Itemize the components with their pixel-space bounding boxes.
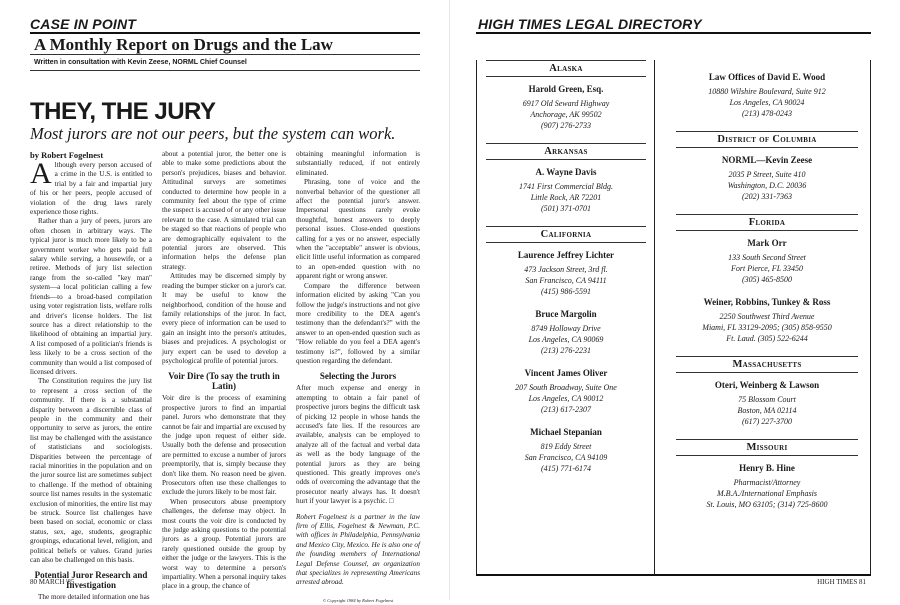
entry-name: Henry B. Hine: [739, 463, 795, 473]
entry-address-line: San Francisco, CA 94109: [524, 453, 608, 462]
entry-address-line: 2035 P Street, Suite 410: [728, 170, 806, 179]
paragraph: Compare the difference between information elicited by asking "Can you follow the judge's instructions and not give more credibility to the DEA agent's testimony than the defendant's?" with the answer to an open-ended question such as "How reliable do you feel a DEA agent's testimony is?", followed by a similar question regarding the defendant.: [296, 281, 420, 365]
page-folio: HIGH TIMES 81: [817, 578, 866, 586]
left-page: [0, 0, 450, 603]
paragraph: about a potential juror, the better one is able to make some predictions about the person's prejudices, biases and behavior. Attitudinal surveys are sometimes conducted to determine how people in a community feel about the type of crime the suspect is accused of or any other issue relevant to the case. A simulated trial can be staged so that reactions of people who are demographically equivalent to the potential jurors are observed. This information helps the defense plan strategy.: [162, 150, 286, 271]
state-heading-florida: Florida: [676, 214, 858, 231]
entry-name: NORML—Kevin Zeese: [721, 155, 813, 165]
article-column-2: [162, 150, 286, 592]
page-folio: 80 MARCH '85: [30, 578, 75, 586]
entry-name: A. Wayne Davis: [535, 167, 597, 177]
entry-address-line: Fort Pierce, FL 33450: [731, 264, 803, 273]
entry-address-line: (213) 617-2307: [541, 405, 591, 414]
entry-address-line: (415) 771-6174: [541, 464, 591, 473]
paragraph: After much expense and energy in attempting to obtain a fair panel of prospective jurors begins the difficult task of picking 12 people in whose hands the accused's fate lies. If the resources are available, analysts can be employed to analyze all of the factual and verbal data as well as the body language of the potential jurors as they are being questioned. This greatly improves one's odds of overcoming the advantage that the prosecutor nearly always has. It doesn't hurt if your lawyer is a psychic. □: [296, 384, 420, 506]
entry-address-line: Washington, D.C. 20036: [727, 181, 807, 190]
directory-entry: [676, 297, 858, 344]
directory-entry: [486, 368, 646, 415]
article-deck: Most jurors are not our peers, but the system can work.: [30, 124, 396, 143]
directory-column-right: [676, 72, 858, 522]
entry-name: Law Offices of David E. Wood: [708, 72, 826, 82]
byline: by Robert Fogelnest: [30, 150, 104, 160]
entry-name: Vincent James Oliver: [524, 368, 608, 378]
article-column-1: [30, 150, 152, 603]
entry-address-line: 2250 Southwest Third Avenue: [719, 312, 815, 321]
subheading: Selecting the Jurors: [319, 371, 397, 382]
entry-address-line: 75 Blossom Court: [738, 395, 796, 404]
state-heading-massachusetts: Massachusetts: [676, 356, 858, 373]
paragraph: The Constitution requires the jury list to represent a cross section of the community. If there is a substantial disparity between a discernible class of people in the community and their opportunity to serve as jurors, the entire list may be challenged with the assistance of statisticians and sociologists. Disparities between the percentage of racial minorities in the population and on the juror source list are sometimes subject to challenge. If the method of obtaining source list names results in the systematic exclusion of minorities, the entire list may be struck. Source list challenges have been based on social, economic or class status, sex, age, students, geographic groupings, educational level, religion, and political beliefs or values. Grand juries can also be challenged on this basis.: [30, 377, 152, 565]
entry-address-line: 1741 First Commercial Bldg.: [519, 182, 613, 191]
entry-address-line: (501) 371-0701: [541, 204, 591, 213]
directory-entry: [676, 463, 858, 510]
drop-cap: A: [30, 157, 52, 190]
directory-entry: [486, 309, 646, 356]
copyright-notice: © Copyright 1984 by Robert Fogelnest: [322, 597, 394, 603]
entry-address-line: (617) 227-3700: [742, 417, 792, 426]
entry-name: Laurence Jeffrey Lichter: [517, 250, 615, 260]
entry-address-line: Anchorage, AK 99502: [530, 110, 602, 119]
entry-name: Bruce Margolin: [535, 309, 597, 319]
paragraph: obtaining meaningful information is substantially reduced, if not entirely eliminated.: [296, 150, 420, 177]
directory-entry: [676, 155, 858, 202]
state-heading-california: California: [486, 226, 646, 243]
report-subtitle: Written in consultation with Kevin Zeese, NORML Chief Counsel: [34, 59, 247, 66]
entry-address-line: (213) 276-2231: [541, 346, 591, 355]
paragraph: Phrasing, tone of voice and the nonverbal behavior of the questioner all affect the potential juror's answer. Impersonal questions rarely evoke thoughtful, honest answers to deeply personal issues. Close-ended questions calling for a yes or no answer, especially when the "acceptable" answer is obvious, elicit little useful information as compared to an open-ended question with no apparent right or wrong answer.: [296, 178, 420, 281]
entry-address-line: 819 Eddy Street: [540, 442, 592, 451]
section-rule: [30, 32, 420, 34]
entry-address-line: 473 Jackson Street, 3rd fl.: [524, 265, 608, 274]
entry-address-line: (415) 986-5591: [541, 287, 591, 296]
entry-address-line: 133 South Second Street: [728, 253, 806, 262]
directory-entry: [676, 72, 858, 119]
paragraph: When prosecutors abuse preemptory challenges, the defense may object. In most courts the voir dire is conducted by the judge asking questions to the potential jurors as a group. Potential jurors are rarely questioned outside the group by either the judge or the lawyers. This is the worst way to determine a person's impartiality. When a personal inquiry takes place in a group, the chance of: [162, 497, 286, 591]
state-heading-missouri: Missouri: [676, 439, 858, 456]
directory-entry: [486, 250, 646, 297]
entry-name: Michael Stepanian: [530, 427, 602, 437]
entry-name: Harold Green, Esq.: [528, 84, 604, 94]
entry-address-line: Ft. Laud. (305) 522-6244: [726, 334, 808, 343]
entry-address-line: 6917 Old Seward Highway: [522, 99, 610, 108]
article-headline: THEY, THE JURY: [30, 98, 216, 125]
entry-address-line: (305) 465-8500: [742, 275, 792, 284]
directory-entry: [486, 84, 646, 131]
report-title: A Monthly Report on Drugs and the Law: [34, 35, 333, 54]
entry-address-line: San Francisco, CA 94111: [525, 276, 607, 285]
entry-address-line: Boston, MA 02114: [737, 406, 797, 415]
paragraph: Voir dire is the process of examining prospective jurors to find an impartial panel. Jurors who demonstrate that they cannot be fair and impartial are excused by the judge upon request of either side. Usually both the defense and prosecution are permitted to excuse a number of jurors preemptorily, that is, simply because they don't like them. No reason need be given. Prosecutors often use these challenges to exclude the jurors likely to be most fair.: [162, 394, 286, 497]
column-rule: [476, 60, 477, 575]
entry-address-line: 207 South Broadway, Suite One: [515, 383, 617, 392]
entry-address-line: M.B.A./International Emphasis: [717, 489, 817, 498]
divider: [30, 70, 420, 71]
bottom-rule: [476, 574, 871, 576]
entry-name: Mark Orr: [747, 238, 787, 248]
entry-address-line: Pharmacist/Attorney: [733, 478, 801, 487]
directory-entry: [676, 380, 858, 427]
entry-name: Oteri, Weinberg & Lawson: [714, 380, 820, 390]
divider: [30, 54, 420, 55]
paragraph: The more detailed information one has: [38, 593, 150, 602]
entry-address-line: 8749 Holloway Drive: [531, 324, 601, 333]
directory-column-left: [486, 60, 646, 486]
entry-name: Weiner, Robbins, Tunkey & Ross: [703, 297, 831, 307]
directory-entry: [676, 238, 858, 285]
paragraph: Rather than a jury of peers, jurors are often chosen in arbitrary ways. The typical juror is much more likely to be a government worker who gets paid full salary while serving, a housewife, or a retiree. Methods of jury list selection range from the so-called "key man" system—a local politician calling a few friends—to a broad-based compilation using voter registration lists, welfare rolls and driver's license holders. The list source has a direct relationship to the likelihood of obtaining an impartial jury. A list composed of a politician's friends is less likely to be a cross section of the community than would a list composed of licensed drivers.: [30, 217, 152, 376]
section-rule: [476, 32, 871, 34]
article-column-3: [296, 150, 420, 605]
paragraph: Although every person accused of a crime in the U.S. is entitled to trial by a fair and impartial jury of his or her peers, people accused of violation of the drug laws rarely experience those rights.: [30, 157, 152, 217]
entry-address-line: Los Angeles, CA 90012: [528, 394, 604, 403]
state-heading-district-of-columbia: District of Columbia: [676, 131, 858, 148]
column-rule: [654, 60, 655, 575]
entry-address-line: St. Louis, MO 63105; (314) 725-8600: [706, 500, 828, 509]
column-rule: [870, 60, 871, 575]
state-heading-arkansas: Arkansas: [486, 143, 646, 160]
entry-address-line: 10880 Wilshire Boulevard, Suite 912: [708, 87, 826, 96]
entry-address-line: (213) 478-0243: [742, 109, 792, 118]
entry-address-line: Miami, FL 33129-2095; (305) 858-9550: [702, 323, 832, 332]
section-label: CASE IN POINT: [30, 16, 137, 32]
directory-entry: [486, 167, 646, 214]
subheading: Voir Dire (To say the truth in Latin): [168, 371, 280, 392]
directory-entry: [486, 427, 646, 474]
entry-address-line: (202) 331-7363: [742, 192, 792, 201]
entry-address-line: Los Angeles, CA 90024: [729, 98, 805, 107]
entry-address-line: Los Angeles, CA 90069: [528, 335, 604, 344]
author-bio: Robert Fogelnest is a partner in the law firm of Ellis, Fogelnest & Newman, P.C. with offices in Philadelphia, Pennsylvania and Mexico City, Mexico. He is also one of the founding members of International Legal Defense Counsel, an organization that specializes in representing Americans arrested abroad.: [296, 512, 420, 587]
entry-address-line: Little Rock, AR 72201: [530, 193, 602, 202]
paragraph: Attitudes may be discerned simply by reading the bumper sticker on a juror's car. It may be useful to know the neighborhood, condition of the house and family relationships of the juror. In fact, every piece of information can be used to gain an insight into the person's attitudes, biases and prejudices. A psychologist or jury expert can be used to develop a psychological profile of potential jurors.: [162, 272, 286, 365]
entry-address-line: (907) 276-2733: [541, 121, 591, 130]
state-heading-alaska: Alaska: [486, 60, 646, 77]
subheading: Potential Juror Research and Investigation: [34, 570, 148, 591]
section-label: HIGH TIMES LEGAL DIRECTORY: [478, 16, 702, 32]
right-page: [450, 0, 900, 600]
